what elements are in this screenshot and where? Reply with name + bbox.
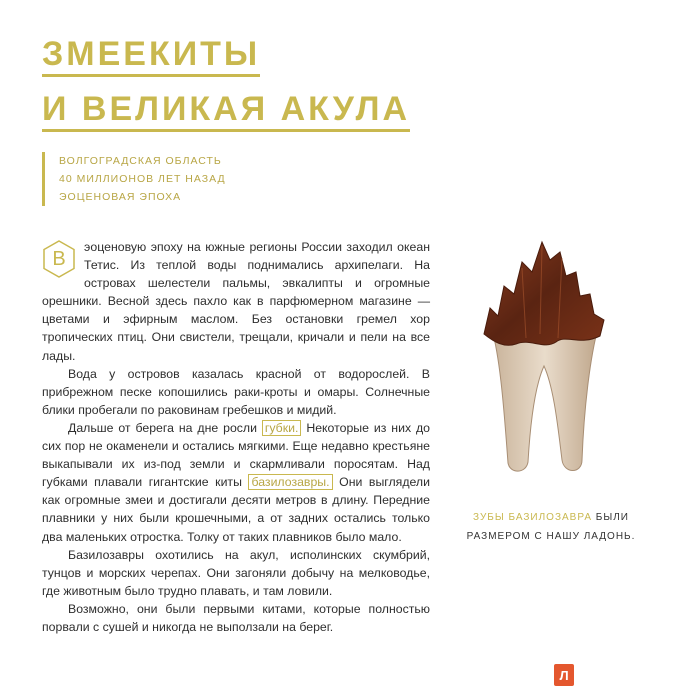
caption-accent: ЗУБЫ БАЗИЛОЗАВРА <box>473 512 593 523</box>
caption-rest-1: БЫЛИ <box>595 512 629 523</box>
paragraph-3-part-a: Дальше от берега на дне росли <box>68 420 257 435</box>
title-line-1: ЗМЕЕКИТЫ <box>42 34 260 77</box>
meta-epoch: ЭОЦЕНОВАЯ ЭПОХА <box>59 191 182 203</box>
paragraph-3 <box>42 419 430 546</box>
basilosaurus-tooth-image <box>470 238 620 478</box>
meta-block <box>42 152 226 206</box>
paragraph-1 <box>42 238 430 365</box>
meta-region: ВОЛГОГРАДСКАЯ ОБЛАСТЬ <box>59 155 222 167</box>
dropcap <box>42 240 76 278</box>
paragraph-4: Базилозавры охотились на акул, исполинских скумбрий, тунцов и морских черепах. Они загоняли добычу на мелководье, где животным было трудно плавать, и там ловили. <box>42 547 430 598</box>
dropcap-letter: В <box>52 247 66 270</box>
term-sponges: губки. <box>262 420 301 436</box>
paragraph-2: Вода у островов казалась красной от водорослей. В прибрежном песке копошились раки-кроты и омары. Солнечные блики пробегали по раковинам гребешков и мидий. <box>42 366 430 417</box>
article-body <box>42 238 430 636</box>
term-basilosaurus: базилозавры. <box>248 474 332 490</box>
image-caption <box>466 508 636 546</box>
title-line-2: И ВЕЛИКАЯ АКУЛА <box>42 89 410 132</box>
paragraph-1-text: эоценовую эпоху на южные регионы России заходил океан Тетис. Из теплой воды поднимались архипелаги. На островах шелестели пальмы, эвкалипты и огромные орешники. Весной здесь пахло как в парфюмерном магазине — цветами и эфирным маслом. Без остановки гремел хор тропических птиц. Они свистели, трещали, кричали и пели на все лады. <box>42 240 430 363</box>
meta-time: 40 МИЛЛИОНОВ ЛЕТ НАЗАД <box>59 173 226 185</box>
paragraph-3-part-c: Они выглядели как огромные змеи и достигали десяти метров в длину. Передние плавники у них были крошечными, а от задних остались только два маленьких отростка. Толку от таких плавников было мало. <box>42 475 430 544</box>
publisher-logo-icon <box>554 664 574 686</box>
page-title <box>42 34 410 144</box>
logo-letter: Л <box>559 668 569 683</box>
paragraph-5: Возможно, они были первыми китами, которые полностью порвали с сушей и никогда не выползали на берег. <box>42 601 430 634</box>
caption-rest-2: РАЗМЕРОМ С НАШУ ЛАДОНЬ. <box>466 531 636 542</box>
paragraph-3-part-b: Некоторые из них до сих пор не окаменели и остались мягкими. Еще недавно крестьяне выкапывали их из-под земли и скармливали поросятам. Над губками плавали гигантские киты <box>42 420 431 490</box>
